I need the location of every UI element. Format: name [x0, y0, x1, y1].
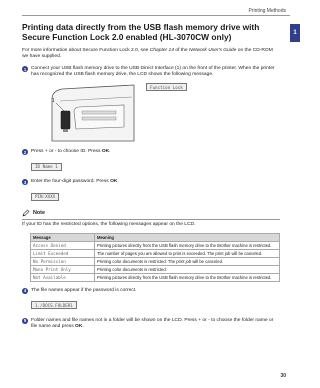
page-title: Printing data directly from the USB flash memory drive with Secure Function Lock 2.0 enabled (HL-3070CW only): [22, 22, 260, 42]
table-cell-meaning: Printing color documents is restricted.: [95, 265, 280, 273]
table-cell-meaning: Printing pictures directly from the USB flash memory drive to the Brother machine is restricted.: [95, 241, 280, 249]
step-text-post: .: [109, 149, 111, 154]
note-label: Note: [33, 210, 45, 216]
lcd-messages-table: [30, 233, 280, 282]
table-header-row: [31, 233, 280, 241]
step-number-badge: 5: [23, 318, 27, 323]
step-number-badge: 4: [23, 288, 27, 293]
intro-suffix: on the CD-ROM we have supplied.: [22, 48, 273, 59]
step-text-pre: Press + or - to choose ID. Press: [31, 149, 102, 154]
step-2: [22, 149, 280, 173]
note-text: If your ID has the restricted options, the following messages appear on the LCD.: [22, 221, 196, 227]
step-number-badge: 2: [23, 149, 27, 155]
page-number: 30: [280, 373, 286, 379]
table-row: [31, 249, 280, 257]
table-cell-message: Mono Print Only: [31, 265, 95, 273]
step-text: Connect your USB flash memory drive to the USB Direct Interface (1) on the front of the printer. When the printer has recognized the USB flash memory drive, the LCD shows the following message.: [31, 66, 275, 77]
ok-key-label: OK: [101, 149, 110, 154]
step-text: The file names appear if the password is correct.: [31, 287, 137, 293]
step-text-pre: Folder names and file names not in a folder will be shown on the LCD. Press + or - to choose the folder name or file name and press: [31, 317, 274, 329]
header-rule: [22, 15, 290, 16]
intro-paragraph: [22, 48, 280, 60]
printer-usb-illustration: [22, 81, 280, 143]
table-row: [31, 265, 280, 273]
lcd-message: ID Name 1: [31, 163, 62, 171]
table-cell-meaning: The number of pages you are allowed to print is exceeded. The print job will be canceled.: [95, 249, 280, 257]
intro-mid: of the: [173, 48, 189, 53]
intro-doc-ref: Network User's Guide: [188, 48, 237, 53]
step-text: [31, 179, 280, 185]
note-header: [22, 209, 280, 217]
page-content: [22, 22, 280, 330]
table-row: [31, 241, 280, 249]
intro-prefix: For more information about Secure Function Lock 2.0, see: [22, 48, 150, 53]
chapter-tab: 1: [290, 24, 300, 42]
step-text: [31, 149, 280, 155]
table-cell-meaning: Printing color documents is restricted. The print job will be canceled.: [95, 257, 280, 265]
lcd-message: PIN:XXXX: [31, 193, 59, 201]
step-text-post: .: [82, 323, 84, 329]
step-text-pre: Enter the four-digit password. Press: [31, 179, 111, 184]
table-header-message: Message: [31, 233, 95, 241]
table-cell-message: Not Available: [31, 273, 95, 281]
note-rule: [22, 219, 280, 220]
lcd-message: 1./DOCS.FOLDER1: [31, 301, 77, 309]
intro-chapter-ref: Chapter 14: [149, 48, 174, 53]
running-header: Printing Methods: [248, 8, 286, 14]
table-row: [31, 273, 280, 281]
table-row: [31, 257, 280, 265]
table-header-meaning: Meaning: [95, 233, 280, 241]
step-3: [22, 179, 280, 203]
note-box: [22, 209, 280, 228]
lcd-message: Function Lock: [146, 83, 187, 91]
step-text: [31, 318, 280, 330]
table-cell-meaning: Printing pictures directly from the USB flash memory drive to the Brother machine is restricted.: [95, 273, 280, 281]
ok-key-label: OK: [110, 179, 118, 184]
table-cell-message: No Permission: [31, 257, 95, 265]
step-number-badge: 1: [23, 66, 27, 72]
table-cell-message: Access Denied: [31, 241, 95, 249]
step-5: [22, 318, 280, 330]
callout-label: 1: [52, 98, 55, 104]
step-1: [22, 66, 280, 78]
ok-key-label: OK: [75, 323, 83, 329]
note-pencil-icon: [22, 209, 30, 217]
table-cell-message: Limit Exceeded: [31, 249, 95, 257]
step-4: [22, 288, 280, 312]
step-number-badge: 3: [23, 179, 27, 185]
printer-front-icon: [42, 81, 142, 143]
